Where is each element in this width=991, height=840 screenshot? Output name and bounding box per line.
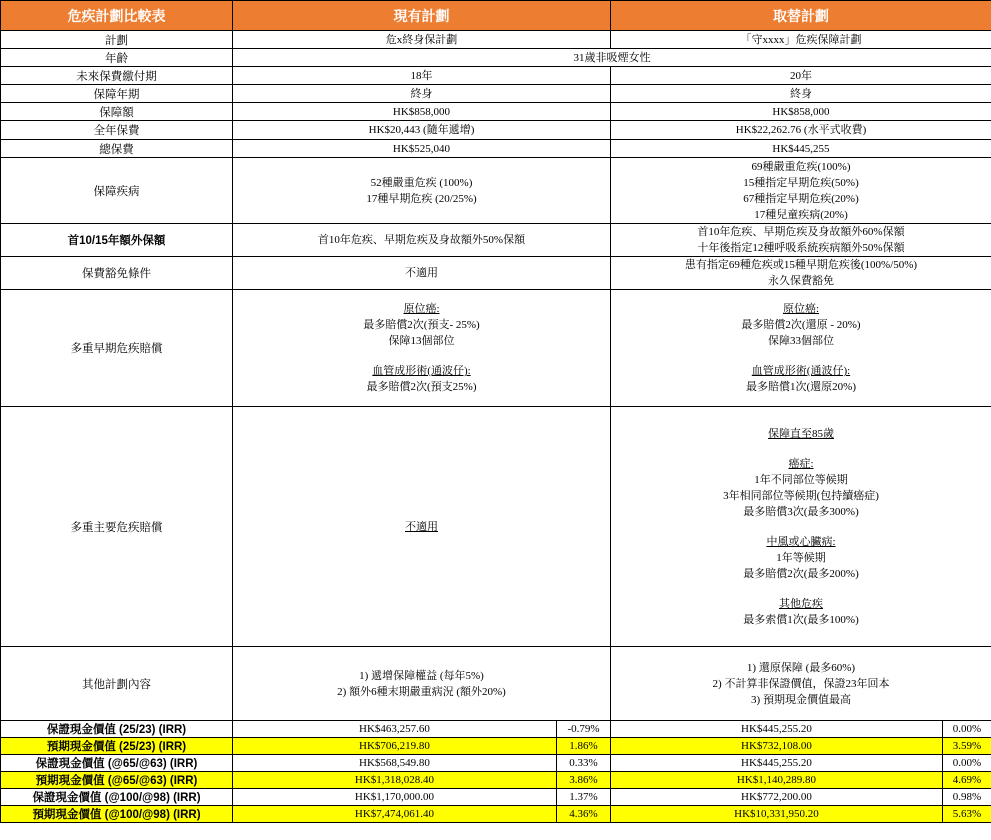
row-label: 計劃 <box>1 31 233 49</box>
row-covered-illness <box>1 158 991 224</box>
replacement-irr: 4.69% <box>943 772 991 789</box>
current-irr: 0.33% <box>557 755 611 772</box>
text-line: 17種兒童疾病(20%) <box>754 208 848 221</box>
current-value: 終身 <box>233 85 611 103</box>
text-line: 患有指定69種危疾或15種早期危疾後(100%/50%) <box>684 259 918 271</box>
text-line: 最多索償1次(最多100%) <box>743 613 859 626</box>
row-major-illness <box>1 407 991 647</box>
current-value <box>233 158 611 224</box>
spacer <box>613 582 989 596</box>
row-other-features <box>1 647 991 721</box>
row-premium-waiver <box>1 257 991 290</box>
text-line: 67種指定早期危疾(20%) <box>743 192 859 205</box>
current-value: 危x終身保計劃 <box>233 31 611 49</box>
replacement-irr: 3.59% <box>943 738 991 755</box>
current-value: HK$525,040 <box>233 140 611 158</box>
text-line: 最多賠償3次(最多300%) <box>743 505 859 518</box>
current-value: 18年 <box>233 67 611 85</box>
current-cash-value: HK$7,474,061.40 <box>233 806 557 823</box>
replacement-cash-value: HK$10,331,950.20 <box>611 806 943 823</box>
row-label: 保證現金價值 (@100/@98) (IRR) <box>1 789 233 806</box>
replacement-value: 20年 <box>611 67 991 85</box>
text-line: 十年後指定12種呼吸系統疾病額外50%保額 <box>697 242 905 254</box>
row-label: 全年保費 <box>1 121 233 140</box>
replacement-cash-value: HK$732,108.00 <box>611 738 943 755</box>
replacement-value: 終身 <box>611 85 991 103</box>
text-line: 1年等候期 <box>776 551 826 564</box>
text-line: 1) 還原保障 (最多60%) <box>746 661 856 674</box>
current-irr: -0.79% <box>557 721 611 738</box>
row-term <box>1 67 991 85</box>
text-line: 3) 預期現金價值最高 <box>751 693 851 706</box>
text-line: 保障33個部位 <box>768 335 834 347</box>
current-cash-value: HK$463,257.60 <box>233 721 557 738</box>
current-value: 首10年危疾、早期危疾及身故額外50%保額 <box>233 224 611 257</box>
current-plan-header: 現有計劃 <box>233 1 611 31</box>
row-label: 保障疾病 <box>1 158 233 224</box>
text-line: 最多賠償2次(預支25%) <box>366 381 477 393</box>
text-line: 最多賠償2次(還原 - 20%) <box>741 319 861 331</box>
current-irr: 1.37% <box>557 789 611 806</box>
text-line: 17種早期危疾 (20/25%) <box>366 192 477 205</box>
row-label: 多重主要危疾賠償 <box>1 407 233 647</box>
current-value <box>233 290 611 407</box>
current-value: 不適用 <box>233 407 611 647</box>
text-line: 最多賠償2次(預支- 25%) <box>363 319 480 331</box>
row-label: 保障額 <box>1 103 233 121</box>
replacement-value <box>611 224 991 257</box>
subheading: 癌症: <box>788 457 814 470</box>
subheading: 血管成形術(通波仔): <box>372 365 471 377</box>
row-extra-cover <box>1 224 991 257</box>
row-label: 未來保費繳付期 <box>1 67 233 85</box>
replacement-value: 「守xxxx」危疾保障計劃 <box>611 31 991 49</box>
text-line: 1) 遞增保障權益 (每年5%) <box>359 669 484 682</box>
text-line: 15種指定早期危疾(50%) <box>743 176 859 189</box>
table-title: 危疾計劃比較表 <box>1 1 233 31</box>
row-label: 預期現金價值 (@100/@98) (IRR) <box>1 806 233 823</box>
replacement-cash-value: HK$772,200.00 <box>611 789 943 806</box>
cash-value-row <box>1 721 991 738</box>
cash-value-row <box>1 806 991 823</box>
row-label: 預期現金價值 (@65/@63) (IRR) <box>1 772 233 789</box>
replacement-irr: 0.00% <box>943 755 991 772</box>
spacer <box>613 349 989 363</box>
replacement-cash-value: HK$1,140,289.80 <box>611 772 943 789</box>
replacement-irr: 5.63% <box>943 806 991 823</box>
row-period <box>1 85 991 103</box>
row-label: 保證現金價值 (@65/@63) (IRR) <box>1 755 233 772</box>
replacement-value <box>611 257 991 290</box>
row-annual-premium <box>1 121 991 140</box>
row-label: 保證現金價值 (25/23) (IRR) <box>1 721 233 738</box>
current-cash-value: HK$1,170,000.00 <box>233 789 557 806</box>
replacement-value <box>611 647 991 721</box>
current-value: 不適用 <box>233 257 611 290</box>
current-cash-value: HK$706,219.80 <box>233 738 557 755</box>
replacement-cash-value: HK$445,255.20 <box>611 721 943 738</box>
row-sum-assured <box>1 103 991 121</box>
subheading: 中風或心臟病: <box>766 535 836 548</box>
shared-value: 31歲非吸煙女性 <box>233 49 991 67</box>
current-cash-value: HK$568,549.80 <box>233 755 557 772</box>
row-label: 多重早期危疾賠償 <box>1 290 233 407</box>
text-line: 69種嚴重危疾(100%) <box>751 160 851 173</box>
current-cash-value: HK$1,318,028.40 <box>233 772 557 789</box>
header-row <box>1 1 991 31</box>
text-line: 首10年危疾、早期危疾及身故額外60%保額 <box>697 226 905 238</box>
current-value: HK$20,443 (隨年遞增) <box>233 121 611 140</box>
cash-value-row <box>1 755 991 772</box>
subheading: 其他危疾 <box>779 597 823 610</box>
replacement-value <box>611 290 991 407</box>
subheading: 原位癌: <box>782 303 820 315</box>
text-line: 保障13個部位 <box>388 335 455 347</box>
spacer <box>613 442 989 456</box>
row-label: 總保費 <box>1 140 233 158</box>
current-irr: 3.86% <box>557 772 611 789</box>
text-line: 52種嚴重危疾 (100%) <box>370 176 473 189</box>
cash-value-row <box>1 789 991 806</box>
replacement-plan-header: 取替計劃 <box>611 1 991 31</box>
cash-value-row <box>1 738 991 755</box>
replacement-value: HK$858,000 <box>611 103 991 121</box>
replacement-irr: 0.98% <box>943 789 991 806</box>
text-line: 3年相同部位等候期(包持續癌症) <box>723 489 879 502</box>
replacement-irr: 0.00% <box>943 721 991 738</box>
row-age <box>1 49 991 67</box>
spacer <box>235 349 608 363</box>
current-irr: 1.86% <box>557 738 611 755</box>
row-label: 保費豁免條件 <box>1 257 233 290</box>
replacement-value <box>611 158 991 224</box>
row-plan <box>1 31 991 49</box>
text-line: 最多賠償2次(最多200%) <box>743 567 859 580</box>
replacement-value: HK$22,262.76 (水平式收費) <box>611 121 991 140</box>
cash-value-row <box>1 772 991 789</box>
current-irr: 4.36% <box>557 806 611 823</box>
text-line: 2) 不計算非保證價值，保證23年回本 <box>712 677 890 690</box>
row-label: 其他計劃內容 <box>1 647 233 721</box>
text-line: 1年不同部位等候期 <box>754 473 848 486</box>
row-label: 保障年期 <box>1 85 233 103</box>
row-label: 首10/15年額外保額 <box>1 224 233 257</box>
replacement-cash-value: HK$445,255.20 <box>611 755 943 772</box>
text-line: 永久保費豁免 <box>768 275 834 287</box>
text-line: 2) 額外6種末期嚴重病況 (額外20%) <box>337 685 506 698</box>
subheading: 血管成形術(通波仔): <box>751 365 851 377</box>
current-value: HK$858,000 <box>233 103 611 121</box>
row-label: 預期現金價值 (25/23) (IRR) <box>1 738 233 755</box>
current-value <box>233 647 611 721</box>
spacer <box>613 520 989 534</box>
row-label: 年齡 <box>1 49 233 67</box>
replacement-value <box>611 407 991 647</box>
text-line: 最多賠償1次(還原20%) <box>746 381 856 393</box>
row-total-premium <box>1 140 991 158</box>
replacement-value: HK$445,255 <box>611 140 991 158</box>
subheading: 原位癌: <box>403 303 440 315</box>
row-early-illness <box>1 290 991 407</box>
subheading: 保障直至85歲 <box>768 427 834 440</box>
